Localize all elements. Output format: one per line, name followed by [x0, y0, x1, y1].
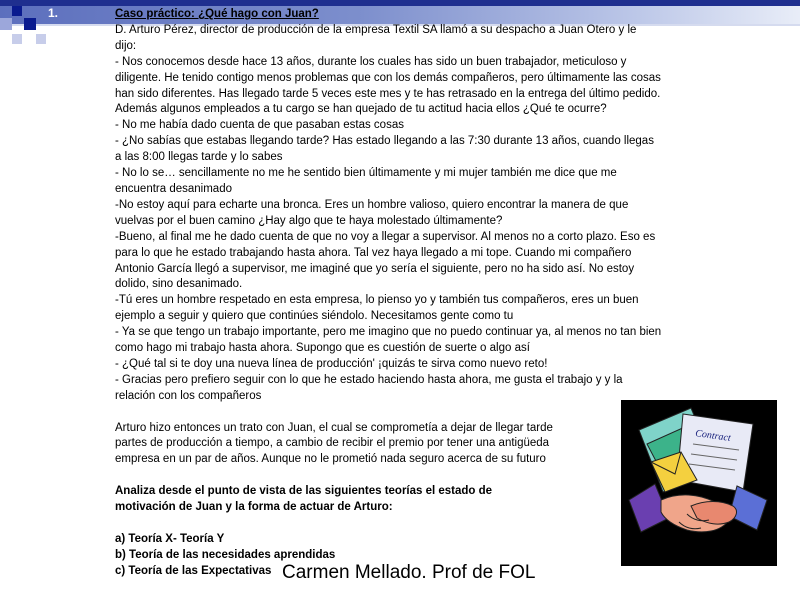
slide-number: 1.	[48, 6, 59, 20]
text-line: dolido, sino desanimado.	[115, 278, 243, 291]
contract-handshake-icon	[621, 400, 777, 566]
text-line: - No lo se… sencillamente no me he sentido bien últimamente y mi mujer también me dice que me	[115, 167, 617, 180]
closing-line: empresa en un par de años. Aunque no le prometió nada seguro acerca de su futuro	[115, 453, 546, 466]
question-line: motivación de Juan y la forma de actuar de Arturo:	[115, 501, 393, 514]
text-line: Además algunos empleados a tu cargo se han quejado de tu actitud hacia ellos ¿Qué te ocurre?	[115, 103, 607, 116]
text-line: como hago mi trabajo hasta ahora. Supongo que es cuestión de suerte o algo así	[115, 342, 530, 355]
text-line: -Tú eres un hombre respetado en esta empresa, lo pienso yo y también tus compañeros, eres un buen	[115, 294, 639, 307]
text-line: diligente. He tenido contigo menos problemas que con los demás compañeros, pero últimamente las cosas	[115, 71, 661, 84]
theory-option: b) Teoría de las necesidades aprendidas	[115, 548, 336, 561]
decorative-squares	[0, 0, 50, 50]
text-line: - ¿No sabías que estabas llegando tarde? Has estado llegando a las 7:30 durante 13 años, cuando llegas	[115, 135, 654, 148]
text-line: - ¿Qué tal si te doy una nueva línea de producción' ¡quizás te sirva como nuevo reto!	[115, 357, 548, 370]
footer-author: Carmen Mellado. Prof de FOL	[282, 562, 536, 583]
decor-square	[0, 18, 12, 30]
text-line: a las 8:00 llegas tarde y lo sabes	[115, 151, 283, 164]
text-line: -No estoy aquí para echarte una bronca. Eres un hombre valioso, quiero encontrar la manera de que	[115, 198, 629, 211]
text-line: han sido diferentes. Has llegado tarde 5 veces este mes y te has retrasado en la entrega del último pedido.	[115, 87, 661, 100]
text-line: - Gracias pero prefiero seguir con lo que he estado haciendo hasta ahora, me gusta el trabajo y y la	[115, 373, 623, 386]
text-line: para lo que he estado trabajando hasta ahora. Tal vez haya llegado a mi tope. Cuando mi compañero	[115, 246, 632, 259]
text-line: D. Arturo Pérez, director de producción de la empresa Textil SA llamó a su despacho a Juan Otero y le	[115, 23, 637, 36]
text-line: - Nos conocemos desde hace 13 años, durante los cuales has sido un buen trabajador, meticuloso y	[115, 55, 627, 68]
closing-line: partes de producción a tiempo, a cambio de recibir el premio por tener una antigüeda	[115, 437, 550, 450]
case-title: Caso práctico: ¿Qué hago con Juan?	[115, 8, 319, 20]
contract-label: Contract	[694, 428, 732, 444]
closing-line: Arturo hizo entonces un trato con Juan, el cual se comprometía a dejar de llegar tarde	[115, 421, 553, 434]
text-line: dijo:	[115, 39, 137, 52]
text-line: encuentra desanimado	[115, 182, 232, 195]
decor-square	[12, 6, 22, 16]
text-line: Antonio García llegó a supervisor, me imaginé que yo sería el siguiente, pero no ha sido así. No estoy	[115, 262, 635, 275]
decor-square	[24, 18, 36, 30]
decor-square	[36, 34, 46, 44]
text-line: vuelvas por el buen camino ¿Hay algo que te haya molestado últimamente?	[115, 214, 503, 227]
text-line: - No me había dado cuenta de que pasaban estas cosas	[115, 119, 404, 132]
text-line: -Bueno, al final me he dado cuenta de que no voy a llegar a supervisor. Al menos no a corto plazo. Eso es	[115, 230, 656, 243]
text-line: - Ya se que tengo un trabajo importante, pero me imagino que no puedo continuar ya, al menos no tan bien	[115, 326, 662, 339]
text-line: ejemplo a seguir y quiero que continúes siéndolo. Necesitamos gente como tu	[115, 310, 514, 323]
contract-handshake-clipart	[621, 400, 777, 566]
theory-option: c) Teoría de las Expectativas	[115, 564, 272, 577]
question-line: Analiza desde el punto de vista de las siguientes teorías el estado de	[115, 485, 493, 498]
decor-square	[12, 34, 22, 44]
theory-option: a) Teoría X- Teoría Y	[115, 532, 225, 545]
text-line: relación con los compañeros	[115, 389, 262, 402]
